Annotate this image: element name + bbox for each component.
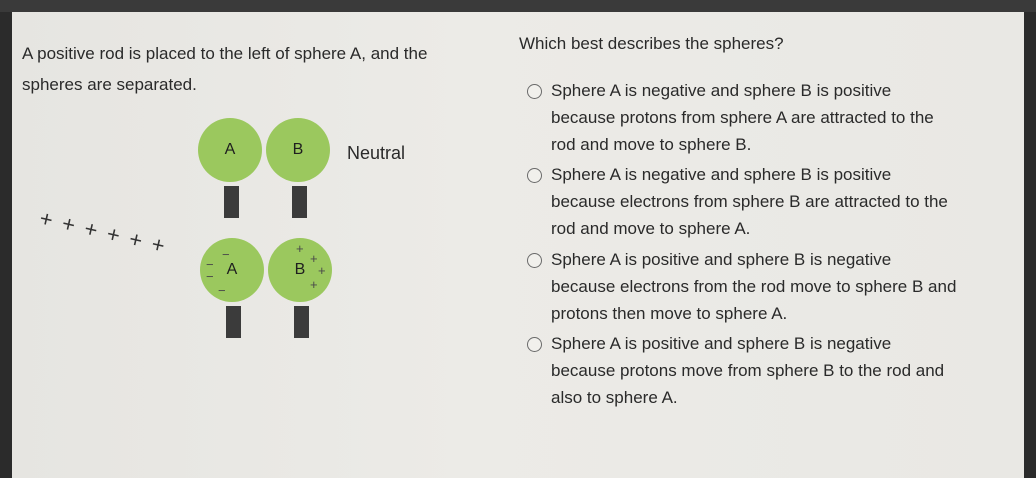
option-line: Sphere A is positive and sphere B is negative: [551, 334, 892, 353]
sphere-b-bottom: B: [268, 238, 332, 302]
option-line: because electrons from sphere B are attracted to the: [551, 192, 948, 211]
option-line: protons then move to sphere A.: [551, 304, 788, 323]
stand-b-top: [292, 186, 307, 218]
charge-plus-2: +: [310, 251, 318, 266]
option-text: [551, 330, 1011, 411]
radio-button[interactable]: [527, 253, 542, 268]
stand-b-bottom: [294, 306, 309, 338]
neutral-label: Neutral: [347, 143, 406, 163]
prompt: Which best describes the spheres?: [519, 34, 784, 53]
radio-button[interactable]: [527, 337, 542, 352]
charge-plus-4: +: [310, 277, 318, 292]
positive-rod: + + + + + +: [37, 205, 170, 259]
option-line: because protons from sphere A are attracted to the: [551, 108, 934, 127]
option-text: [551, 246, 1011, 327]
option-line: because protons move from sphere B to the rod and: [551, 361, 945, 380]
option-line: Sphere A is negative and sphere B is positive: [551, 81, 892, 100]
charge-minus-4: −: [218, 283, 226, 298]
sphere-a-top: A: [198, 118, 262, 182]
charge-minus-2: −: [206, 257, 214, 272]
stand-a-bottom: [226, 306, 241, 338]
radio-button[interactable]: [527, 168, 542, 183]
radio-button[interactable]: [527, 84, 542, 99]
sphere-a-bottom: A: [200, 238, 264, 302]
charge-minus-1: −: [222, 247, 230, 262]
charge-minus-3: −: [206, 269, 214, 284]
option-line: because electrons from the rod move to sphere B and: [551, 277, 957, 296]
charge-plus-1: +: [296, 241, 304, 256]
option-line: rod and move to sphere A.: [551, 219, 751, 238]
stand-a-top: [224, 186, 239, 218]
option-line: also to sphere A.: [551, 388, 678, 407]
sphere-b-top: B: [266, 118, 330, 182]
option-text: [551, 161, 1011, 242]
option-line: Sphere A is negative and sphere B is positive: [551, 165, 892, 184]
option-line: Sphere A is positive and sphere B is negative: [551, 250, 892, 269]
question-text: A positive rod is placed to the left of sphere A, and the spheres are separated.: [22, 44, 428, 94]
charge-plus-3: +: [318, 263, 326, 278]
option-text: [551, 77, 1011, 158]
option-line: rod and move to sphere B.: [551, 135, 752, 154]
